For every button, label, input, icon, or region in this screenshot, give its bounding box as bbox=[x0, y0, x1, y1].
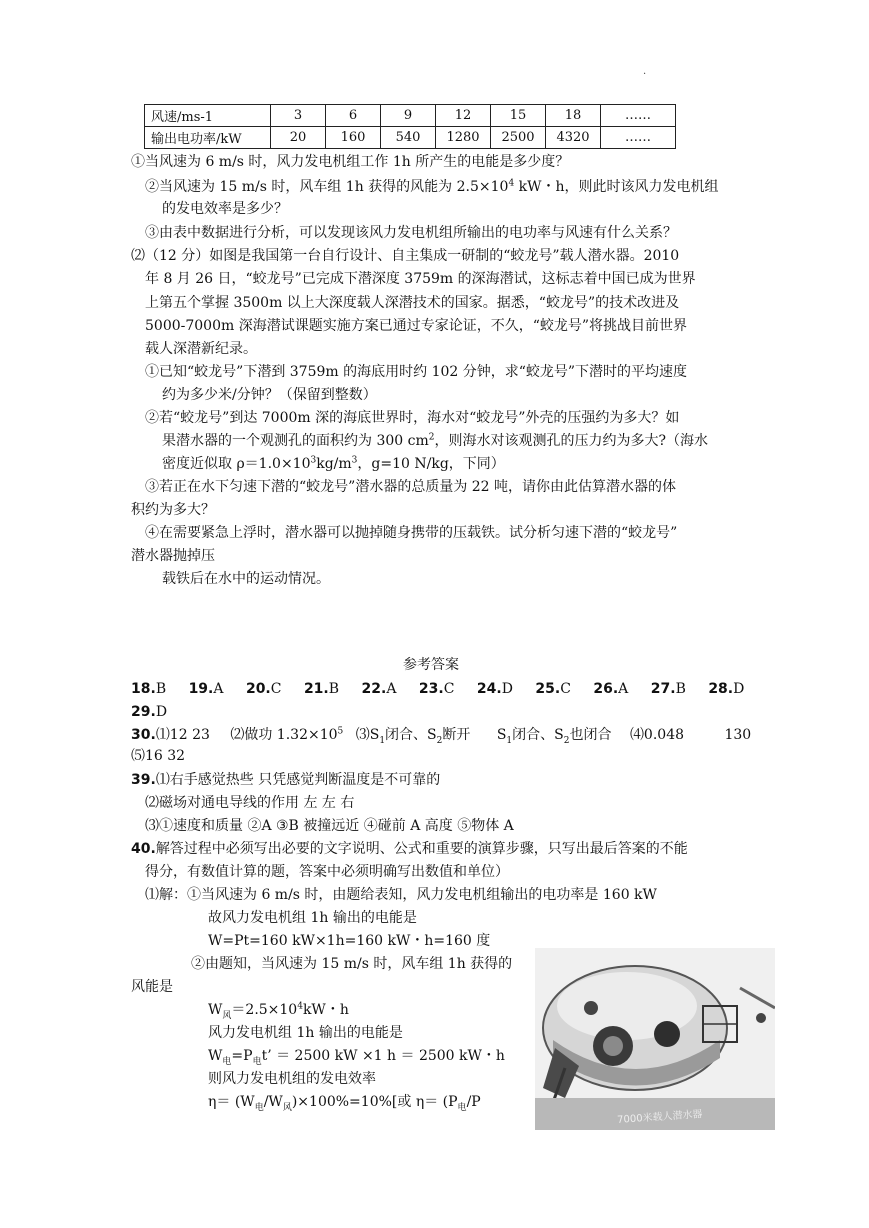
q1-item-2-cont: 的发电效率是多少？ bbox=[162, 201, 288, 217]
q2-item-2: ②若“蛟龙号”到达 7000m 深的海底世界时，海水对“蛟龙号”外壳的压强约为多大？如 bbox=[145, 410, 680, 426]
answer-39-line: ⑵磁场对通电导线的作用 左 左 右 bbox=[145, 795, 355, 811]
q2-intro-line: 年 8 月 26 日，“蛟龙号”已完成下潜深度 3759m 的深海潜试，这标志着中国已成为世界 bbox=[145, 271, 696, 287]
answer-30-cont: ⑸16 32 bbox=[131, 748, 186, 764]
answer-40-line: 得分，有数值计算的题，答案中必须明确写出数值和单位） bbox=[145, 864, 509, 880]
table-cell: 540 bbox=[381, 127, 436, 149]
answer-39-line: ⑶①速度和质量 ②A ③B 被撞远近 ④碰前 A 高度 ⑤物体 A bbox=[145, 818, 514, 834]
table-cell: 160 bbox=[326, 127, 381, 149]
table-cell: 9 bbox=[381, 105, 436, 127]
mc-answer: 26.A bbox=[593, 681, 629, 697]
answer-40-formula: $W_电=P_电t$’ ＝ 2500 kW ×1 h ＝ 2500 kW・h bbox=[208, 1048, 505, 1067]
answer-39-line: 39.⑴右手感觉热些 只凭感觉判断温度是不可靠的 bbox=[131, 772, 441, 788]
table-cell: 6 bbox=[326, 105, 381, 127]
table-cell: 2500 bbox=[491, 127, 546, 149]
q2-item-3: ③若正在水下匀速下潜的“蛟龙号”潜水器的总质量为 22 吨，请你由此估算潜水器的体 bbox=[145, 479, 677, 495]
table-cell: …… bbox=[601, 127, 676, 149]
table-cell: 输出电功率/kW bbox=[145, 127, 271, 149]
wind-power-table bbox=[144, 104, 676, 149]
q2-intro-line: 载人深潜新纪录。 bbox=[145, 341, 257, 357]
answer-40-line: 故风力发电机组 1h 输出的电能是 bbox=[208, 910, 417, 926]
answer-40-formula: W=Pt=160 kW×1h=160 kW・h=160 度 bbox=[208, 933, 491, 949]
table-cell: 风速/ms-1 bbox=[145, 105, 271, 127]
mc-answer: 25.C bbox=[535, 681, 571, 697]
q2-item-4-cont: 载铁后在水中的运动情况。 bbox=[162, 571, 330, 587]
q2-item-1-cont: 约为多少米/分钟？（保留到整数） bbox=[162, 387, 377, 403]
mc-answer: 21.B bbox=[303, 681, 340, 697]
submersible-image bbox=[535, 948, 775, 1130]
answer-40-line: ②由题知，当风速为 15 m/s 时，风车组 1h 获得的 bbox=[191, 956, 513, 972]
answer-40-formula: $\eta= (W_电/W_风)\times 100\%=10\%$[或 $\eta= (P_电/P$ bbox=[208, 1094, 481, 1113]
table-cell: 4320 bbox=[546, 127, 601, 149]
q2-intro-line: 5000-7000m 深海潜试课题实施方案已通过专家论证，不久，“蛟龙号”将挑战目前世界 bbox=[145, 318, 688, 334]
mc-answer: 22.A bbox=[361, 681, 397, 697]
photo-caption: 7000米载人潜水器 bbox=[616, 1109, 703, 1126]
mc-answer: 27.B bbox=[650, 681, 686, 697]
q2-intro-line: ⑵（12 分）如图是我国第一台自行设计、自主集成一研制的“蛟龙号”载人潜水器。2010 bbox=[131, 248, 680, 264]
mc-answers-row bbox=[131, 679, 744, 699]
q1-item-1: ①当风速为 6 m/s 时，风力发电机组工作 1h 所产生的电能是多少度？ bbox=[131, 154, 570, 170]
table-cell: 15 bbox=[491, 105, 546, 127]
mc-answer: 28.D bbox=[708, 681, 745, 697]
q2-intro-line: 上第五个掌握 3500m 以上大深度载人深潜技术的国家。据悉，“蛟龙号”的技术改进及 bbox=[145, 295, 680, 311]
mc-answer: 20.C bbox=[245, 681, 282, 697]
submersible-photo bbox=[535, 948, 775, 1130]
mc-answer: 24.D bbox=[476, 681, 513, 697]
answer-40-line: ⑴解：①当风速为 6 m/s 时，由题给表知，风力发电机组输出的电功率是 160 kW bbox=[145, 887, 657, 903]
answer-40-line: 风力发电机组 1h 输出的电能是 bbox=[208, 1025, 403, 1041]
q2-item-1: ①已知“蛟龙号”下潜到 3759m 的海底用时约 102 分钟，求“蛟龙号”下潜时的平均速度 bbox=[145, 364, 688, 380]
q2-item-3-cont: 积约为多大？ bbox=[131, 502, 215, 518]
answer-40-line: 风能是 bbox=[131, 979, 173, 995]
table-cell: 1280 bbox=[436, 127, 491, 149]
q1-item-3: ③由表中数据进行分析，可以发现该风力发电机组所输出的电功率与风速有什么关系？ bbox=[145, 225, 677, 241]
mc-answer: 19.A bbox=[188, 681, 224, 697]
q2-item-2-cont: 果潜水器的一个观测孔的面积约为 300 $cm^2$，则海水对该观测孔的压力约为多大?（海水 bbox=[162, 432, 708, 449]
answer-40-line: 则风力发电机组的发电效率 bbox=[208, 1071, 376, 1087]
mc-answer: 29.D bbox=[131, 704, 168, 720]
table-cell: 3 bbox=[271, 105, 326, 127]
answer-40-formula: $W_风=2.5\times 10^4kW$・h bbox=[208, 1001, 349, 1021]
q2-item-4-cont: 潜水器抛掉压 bbox=[131, 548, 215, 564]
mc-answer: 18.B bbox=[131, 681, 167, 697]
table-row bbox=[145, 105, 676, 127]
table-cell: …… bbox=[601, 105, 676, 127]
table-cell: 12 bbox=[436, 105, 491, 127]
answer-30: 30.⑴12 23 ⑵做功 $1.32\times 10^5$ $⑶S_1$闭合、$S_2$断开 $S_1$闭合、$S_2$也闭合 ⑷0.048 130 bbox=[131, 726, 752, 746]
table-cell: 18 bbox=[546, 105, 601, 127]
answer-40-line: 40.解答过程中必须写出必要的文字说明、公式和重要的演算步骤，只写出最后答案的不能 bbox=[131, 841, 688, 857]
q2-item-2-cont: 密度近似取 $\rho=1.0\times 10^3kg/m^3$，g=10 N/kg，下同） bbox=[162, 455, 505, 472]
corner-dot: . bbox=[643, 66, 647, 77]
q2-item-4: ④在需要紧急上浮时，潜水器可以抛掉随身携带的压载铁。试分析匀速下潜的“蛟龙号” bbox=[145, 525, 678, 541]
q1-item-2: ②当风速为 15 m/s 时，风车组 1h 获得的风能为 $2.5\times 10^4$ kW・h，则此时该风力发电机组 bbox=[145, 178, 719, 195]
answers-title: 参考答案 bbox=[403, 657, 459, 673]
mc-answer: 23.C bbox=[418, 681, 455, 697]
table-row bbox=[145, 127, 676, 149]
table-cell: 20 bbox=[271, 127, 326, 149]
